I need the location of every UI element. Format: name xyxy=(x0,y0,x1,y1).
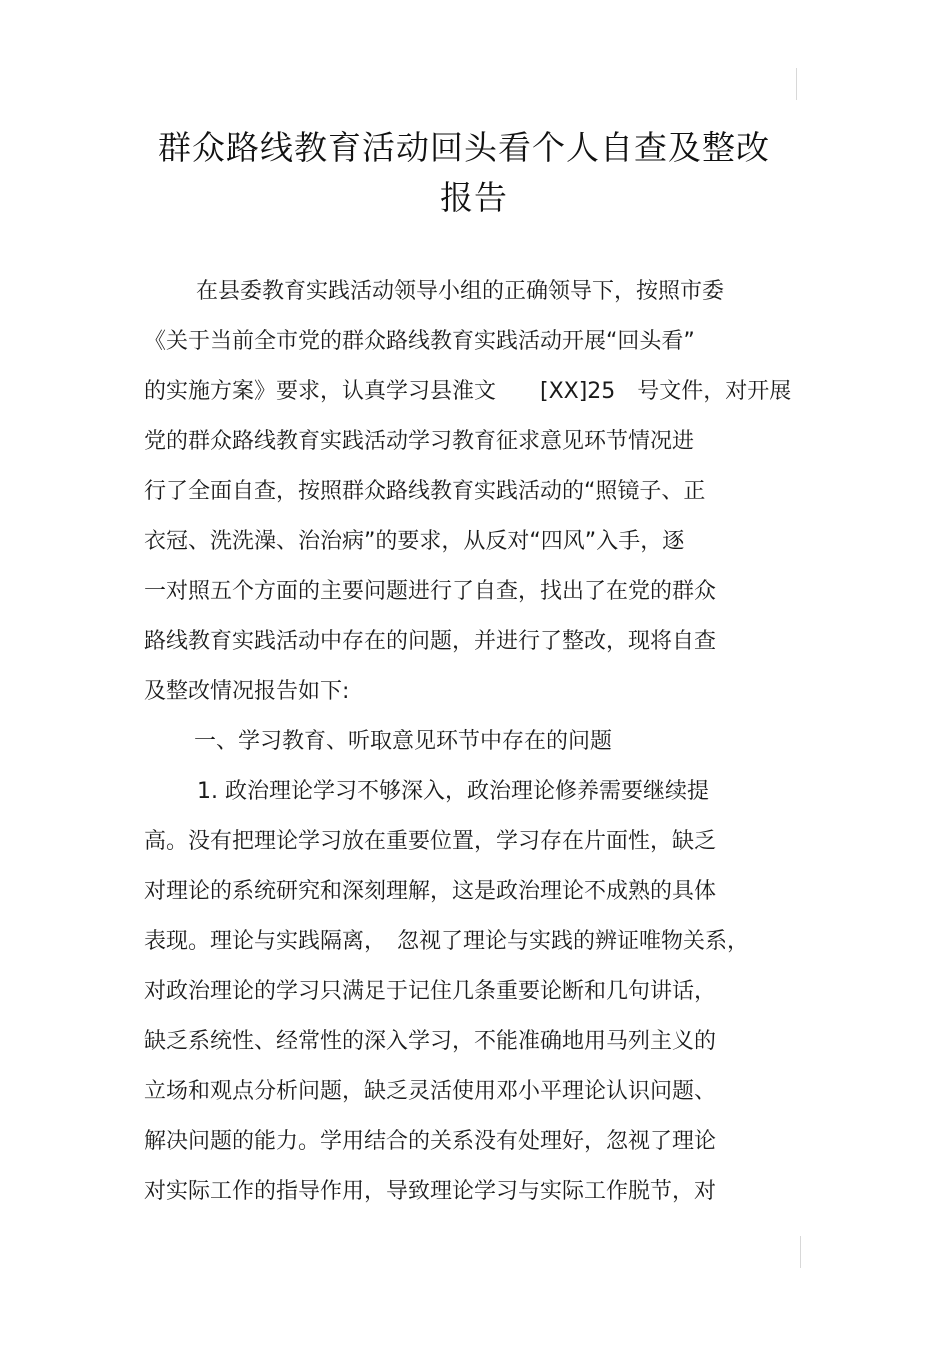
body-line: 表现。理论与实践隔离， 忽视了理论与实践的辨证唯物关系， xyxy=(144,929,750,954)
body-line: 高。没有把理论学习放在重要位置，学习存在片面性，缺乏 xyxy=(144,829,717,854)
section-heading: 一、学习教育、听取意见环节中存在的问题 xyxy=(194,729,613,754)
body-line: 路线教育实践活动中存在的问题，并进行了整改，现将自查 xyxy=(144,629,717,654)
body-line: 衣冠、洗洗澡、治治病”的要求，从反对“四风”入手，逐 xyxy=(144,529,685,554)
body-line: 《关于当前全市党的群众路线教育实践活动开展“回头看” xyxy=(144,329,695,354)
body-line: 1. 政治理论学习不够深入，政治理论修养需要继续提 xyxy=(197,779,709,804)
body-line: 在县委教育实践活动领导小组的正确领导下，按照市委 xyxy=(196,279,725,304)
body-line: 及整改情况报告如下: xyxy=(144,679,350,704)
page-edge-mark-bottom xyxy=(800,1236,801,1268)
body-line: 行了全面自查，按照群众路线教育实践活动的“照镜子、正 xyxy=(144,479,706,504)
body-line: 一对照五个方面的主要问题进行了自查，找出了在党的群众 xyxy=(144,579,717,604)
page-edge-mark-top xyxy=(796,68,797,100)
body-line: 对政治理论的学习只满足于记住几条重要论断和几句讲话， xyxy=(144,979,717,1004)
body-line: 缺乏系统性、经常性的深入学习，不能准确地用马列主义的 xyxy=(144,1029,717,1054)
document-title-line-2: 报告 xyxy=(440,178,508,217)
body-line: 的实施方案》要求，认真学习县淮文 [XX]25 号文件，对开展 xyxy=(144,379,792,404)
document-title-line-1: 群众路线教育活动回头看个人自查及整改 xyxy=(158,128,770,167)
body-line: 对理论的系统研究和深刻理解，这是政治理论不成熟的具体 xyxy=(144,879,717,904)
body-line: 党的群众路线教育实践活动学习教育征求意见环节情况进 xyxy=(144,429,695,454)
body-line: 立场和观点分析问题，缺乏灵活使用邓小平理论认识问题、 xyxy=(144,1079,717,1104)
body-line: 解决问题的能力。学用结合的关系没有处理好，忽视了理论 xyxy=(144,1129,717,1154)
body-line: 对实际工作的指导作用，导致理论学习与实际工作脱节，对 xyxy=(144,1179,717,1204)
